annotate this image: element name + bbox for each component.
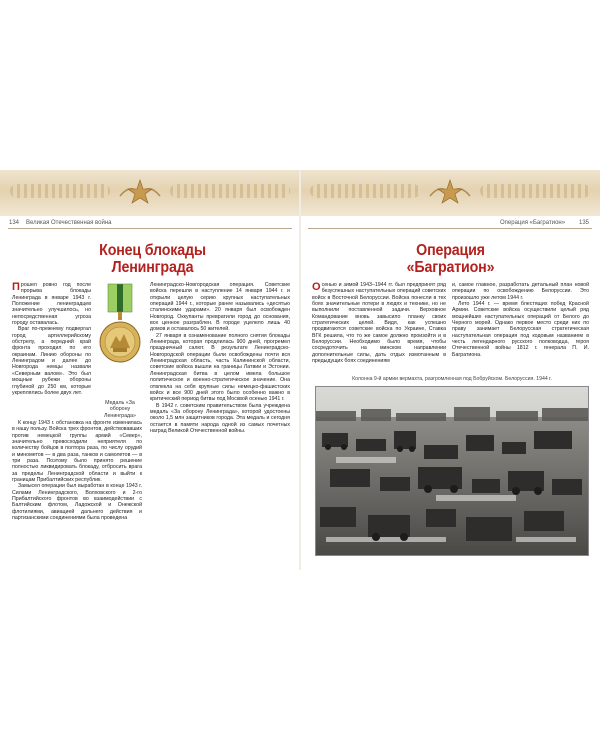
left-col1-p2: Враг по-прежнему подвергал город артиллерийскому обстрелу, а передний край фронта проходил по его окраинам. Линию обороны по Ленинградом и далее до Новгорода немцы назвали «Северным валом». Это был мощные рубежи обороны глубиной до 250 км, которые укреплялись более двух лет. xyxy=(12,326,91,396)
right-col1-text: сенью и зимой 1943–1944 гг. был предпринят ряд безуспешных наступательных операций советских войск в Восточной Белоруссии. Войска понесли в тех боях значительные потери в людях и технике, но не выполнили поставленной задачи. Верховное Командование вновь завысило планку своих стратегических целей. Видя, как успешно продвигаются советские войска по Украине, Ставка ВГК решила, что то же самое должно произойти и в Белоруссии. Необходимо было время, чтобы сосредоточить на минском направлении дополнительные силы, дать отдых измотанным в предыдущих боях соединениям xyxy=(312,282,446,365)
left-col1-p3: К концу 1943 г. обстановка на фронте изменилась в нашу пользу. Войска трех фронтов, действовавших против немецкой группы армий «Север», значительно превосходили неприятеля по количеству бойцов в полтора раза, по числу орудий и минометов — в два раза, танков и самолетов — в три раза. Поэтому было принято решение полностью ликвидировать блокаду, отбросить врага за пределы Ленинградской области и выйти к границам Прибалтийских республик. xyxy=(12,420,142,484)
medal-caption: Медаль «За оборону Ленинграда» xyxy=(103,400,137,419)
right-decorative-banner xyxy=(300,170,600,216)
right-page-title xyxy=(356,242,545,276)
medal-image xyxy=(98,282,142,414)
star-emblem-icon xyxy=(428,178,472,208)
right-column-2 xyxy=(452,282,589,358)
right-header-rule xyxy=(308,228,592,229)
left-column-2 xyxy=(150,282,290,434)
star-emblem-icon xyxy=(118,178,162,208)
photo-scene xyxy=(316,387,588,555)
right-running-head: Операция «Багратион» xyxy=(500,220,566,226)
right-page-number: 135 xyxy=(579,220,590,226)
book-gutter xyxy=(299,170,301,570)
wartime-photo xyxy=(315,386,589,556)
left-running-head: Великая Отечественная война xyxy=(26,220,112,226)
left-header-rule xyxy=(8,228,292,229)
photo-caption: Колонна 9-й армии вермахта, разгромленная под Бобруйском. Белоруссия. 1944 г. xyxy=(352,376,552,382)
left-title-line2: Ленинграда xyxy=(111,259,194,276)
left-page-title xyxy=(58,242,247,276)
right-column-1 xyxy=(312,282,446,364)
drop-cap: О xyxy=(312,281,321,293)
left-col2-p2: 27 января в ознаменование полного снятия блокады Ленинграда, которая продлилась 900 дней, прогремел праздничный салют. В результате Ленинградско-Новгородской операции были освобождены почти вся Ленинградская область, часть Калининской области, советские войска вышли на границы Латвии и Эстонии. Ленинградская битва в целом имела большое политическое и военно-стратегическое значение. Она отвлекла на себя крупные силы немецко-фашистских войск и все 900 дней этого было особенно важно в критический период битвы под Москвой осенью 1941 г. xyxy=(150,332,290,403)
left-page xyxy=(0,170,300,570)
right-title-line1: Операция xyxy=(416,242,485,259)
right-col2-p1: и, самое главное, разработать детальный план новой операции по освобождению Белоруссии. Это произошло уже летом 1944 г. xyxy=(452,282,589,301)
right-page xyxy=(300,170,600,570)
left-column-1 xyxy=(12,282,91,396)
left-title-line1: Конец блокады xyxy=(99,242,206,259)
left-column-1-lower xyxy=(12,420,142,522)
left-decorative-banner xyxy=(0,170,300,216)
left-col1-p4: Замысел операции был выработан в конце 1943 г. Силами Ленинградского, Волховского и 2-го Прибалтийского фронтов во взаимодействии с Балтийским флотом, Ладожской и Онежской флотилиями, авиацией дальнего действия и партизанскими соединениями была проведена xyxy=(12,483,142,522)
left-page-number: 134 xyxy=(9,220,20,226)
drop-cap: П xyxy=(12,281,20,293)
left-col2-p3: В 1942 г. советским правительством была учреждена медаль «За оборону Ленинграда», которой удостоены около 1,5 млн защитников города. Эта медаль и сегодня остается в памяти народа одной из самых почетных наград Великой Отечественной войны. xyxy=(150,402,290,434)
left-col1-p1: рошел ровно год после прорыва блокады Ленинграда в январе 1943 г. Положение ленинградцев значительно улучшилось, но непосредственная угроза городу оставалась. xyxy=(12,282,91,327)
right-title-line2: «Багратион» xyxy=(406,259,495,276)
right-col2-p2: Лето 1944 г. — время блестящих побед Красной Армии. Советские войска осуществили целый ряд мощнейших наступательных операций от Белого до Черного морей. Однако первое место среди них по праву занимает Белорусская стратегическая наступательная операция под кодовым названием в честь легендарного русского полководца, героя Отечественной войны 1812 г. генерала П. И. Багратиона. xyxy=(452,301,589,358)
left-col2-p1: Ленинградско-Новгородская операция. Советские войска перешли в наступление 14 января 1944 г. и открыли целую серию крупных наступательных операций 1944 г., которые ранее назывались «десятью сталинскими ударами». 20 января был освобожден Новгород. Оккупанты превратили город до основания, все ценное разграблен. В городе уцелело лишь 40 домов и оставалось 50 жителей. xyxy=(150,282,290,333)
